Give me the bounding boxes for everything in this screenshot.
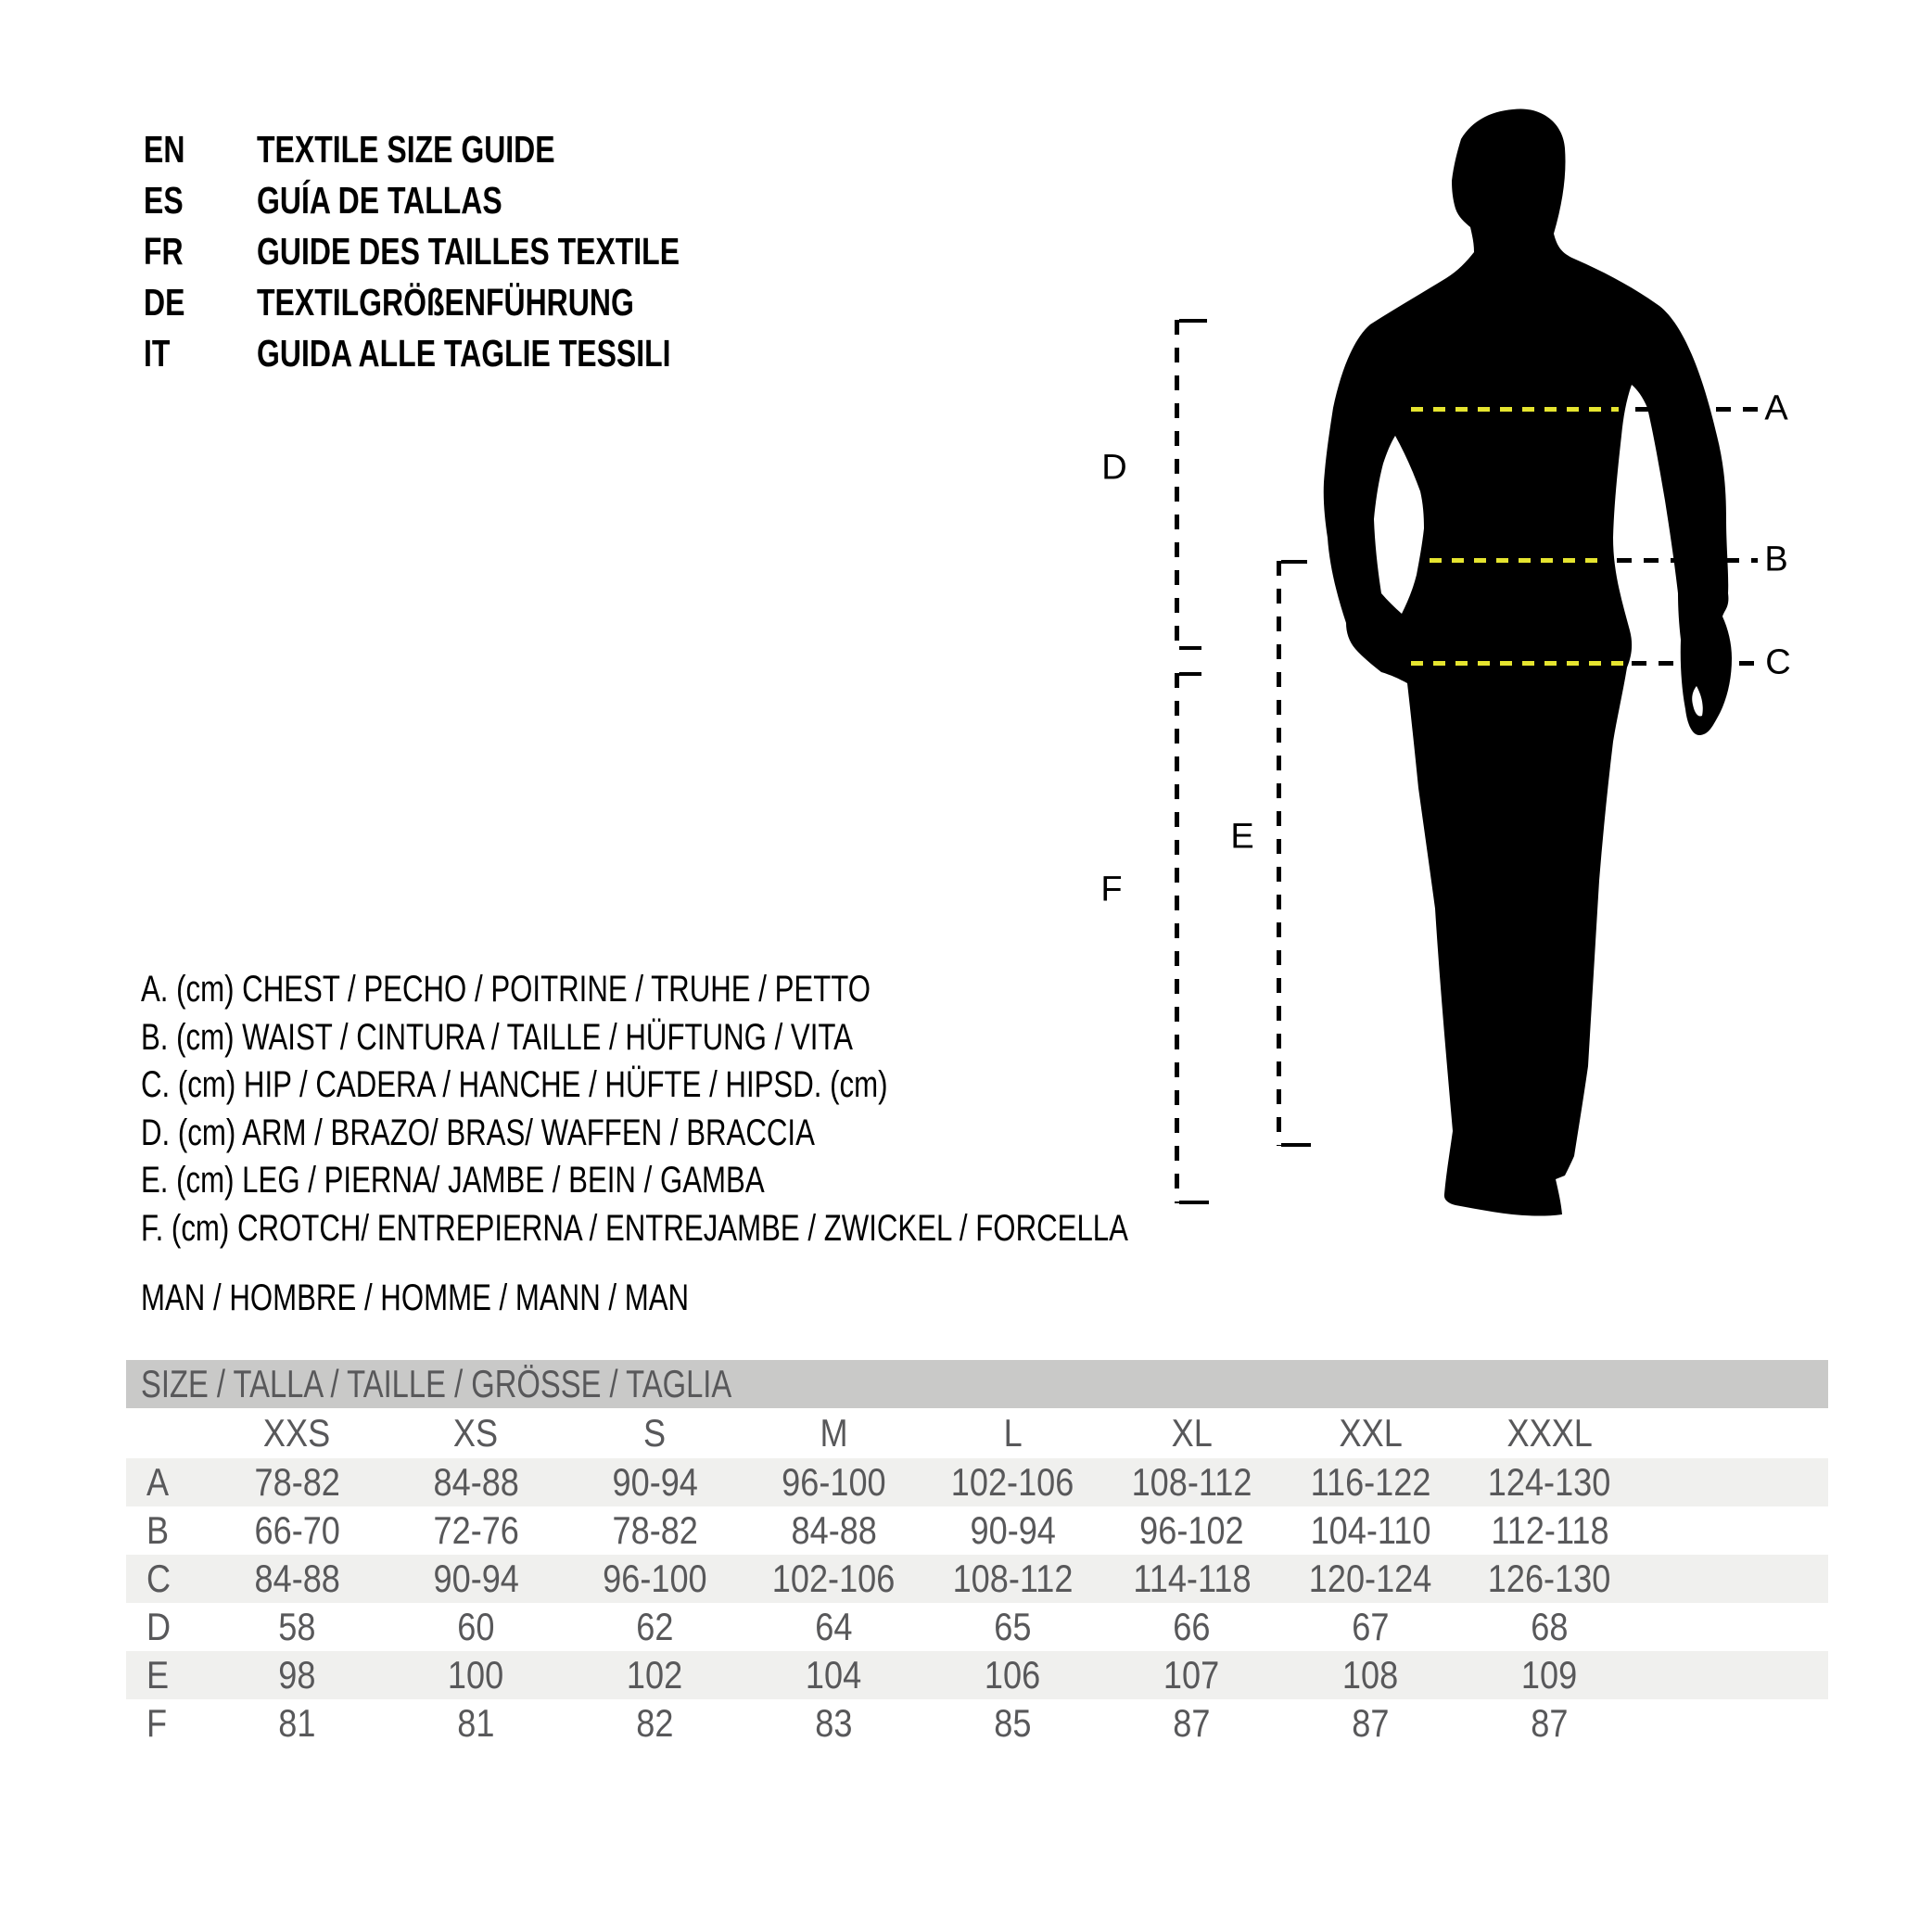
- table-cell: 120-124: [1309, 1557, 1432, 1600]
- table-cell: 107: [1163, 1653, 1220, 1697]
- table-cell: 108-112: [952, 1557, 1074, 1600]
- table-row-sizes: [126, 1408, 1828, 1458]
- table-cell: 96-100: [782, 1460, 886, 1504]
- table-cell: XXXL: [1506, 1411, 1593, 1455]
- crotch-label: F: [1100, 870, 1123, 909]
- guide-title-it: GUIDA ALLE TAGLIE TESSILI: [257, 332, 671, 375]
- guide-title-es: GUÍA DE TALLAS: [257, 179, 502, 222]
- waist-measure-dash: [1430, 558, 1601, 563]
- table-cell: 102-106: [772, 1557, 896, 1600]
- guide-title-en: TEXTILE SIZE GUIDE: [257, 128, 555, 171]
- lang-row-en: [144, 124, 799, 175]
- lang-row-es: [144, 175, 799, 226]
- table-cell: 81: [457, 1701, 495, 1745]
- hip-measure-dash: [1411, 661, 1629, 666]
- table-cell: 87: [1531, 1701, 1569, 1745]
- legend-arm: D. (cm) ARM / BRAZO/ BRAS/ WAFFEN / BRACCIA: [141, 1112, 815, 1153]
- table-cell: 72-76: [433, 1508, 519, 1552]
- row-label: C: [146, 1557, 172, 1600]
- table-cell: 87: [1173, 1701, 1211, 1745]
- table-cell: 83: [815, 1701, 853, 1745]
- lang-code: FR: [144, 230, 184, 273]
- table-cell: 60: [457, 1605, 495, 1648]
- table-cell: 82: [636, 1701, 674, 1745]
- table-cell: 116-122: [1310, 1460, 1431, 1504]
- table-cell: L: [1003, 1411, 1023, 1455]
- table-cell: 81: [278, 1701, 316, 1745]
- row-label: B: [146, 1508, 170, 1552]
- table-cell: 58: [278, 1605, 316, 1648]
- table-cell: 87: [1352, 1701, 1390, 1745]
- lang-code: DE: [144, 281, 185, 324]
- legend-crotch: F. (cm) CROTCH/ ENTREPIERNA / ENTREJAMBE / ZWICKEL / FORCELLA: [141, 1207, 1128, 1249]
- leg-label: E: [1230, 817, 1254, 857]
- lang-row-de: [144, 277, 799, 328]
- table-cell: 84-88: [254, 1557, 340, 1600]
- table-cell: 114-118: [1132, 1557, 1252, 1600]
- table-cell: 84-88: [433, 1460, 519, 1504]
- table-row-C: [126, 1555, 1828, 1603]
- table-cell: 68: [1531, 1605, 1569, 1648]
- table-cell: 109: [1521, 1653, 1578, 1697]
- table-cell: 78-82: [254, 1460, 340, 1504]
- lang-code: EN: [144, 128, 185, 171]
- table-cell: 90-94: [970, 1508, 1056, 1552]
- table-row-B: [126, 1506, 1828, 1555]
- table-cell: 102: [627, 1653, 683, 1697]
- hip-label: C: [1765, 642, 1791, 682]
- leg-measure-tick-top: [1281, 560, 1307, 564]
- table-row-A: [126, 1458, 1828, 1506]
- table-cell: 85: [994, 1701, 1032, 1745]
- table-cell: 124-130: [1488, 1460, 1611, 1504]
- table-cell: 78-82: [612, 1508, 698, 1552]
- table-cell: 90-94: [612, 1460, 698, 1504]
- arm-measure-tick-bottom: [1179, 646, 1201, 650]
- guide-title-de: TEXTILGRÖßENFÜHRUNG: [257, 281, 634, 324]
- table-cell: 62: [636, 1605, 674, 1648]
- lang-code: ES: [144, 179, 184, 222]
- table-cell: XXS: [263, 1411, 331, 1455]
- table-cell: 126-130: [1488, 1557, 1611, 1600]
- row-label: D: [146, 1605, 172, 1648]
- table-cell: 90-94: [433, 1557, 519, 1600]
- size-table-title: SIZE / TALLA / TAILLE / GRÖSSE / TAGLIA: [141, 1362, 732, 1405]
- category-text: MAN / HOMBRE / HOMME / MANN / MAN: [141, 1277, 690, 1318]
- table-row-D: [126, 1603, 1828, 1651]
- chest-measure-dash: [1411, 407, 1619, 412]
- lang-code: IT: [144, 332, 171, 375]
- arm-measure-line: [1175, 320, 1179, 649]
- table-cell: 108: [1342, 1653, 1399, 1697]
- table-cell: XS: [453, 1411, 499, 1455]
- legend-waist: B. (cm) WAIST / CINTURA / TAILLE / HÜFTUNG / VITA: [141, 1016, 853, 1058]
- table-cell: 100: [448, 1653, 504, 1697]
- category-line: [141, 1274, 844, 1322]
- lang-row-it: [144, 328, 799, 379]
- lang-row-fr: [144, 226, 799, 277]
- legend-hip: C. (cm) HIP / CADERA / HANCHE / HÜFTE / HIPSD. (cm): [141, 1064, 888, 1105]
- table-row-E: [126, 1651, 1828, 1699]
- table-cell: 66-70: [254, 1508, 340, 1552]
- table-cell: S: [643, 1411, 667, 1455]
- arm-measure-tick-top: [1179, 319, 1207, 323]
- measure-legend: [141, 966, 1406, 1252]
- table-cell: 66: [1173, 1605, 1211, 1648]
- table-cell: 98: [278, 1653, 316, 1697]
- size-table-title-bar: [126, 1360, 1828, 1408]
- crotch-measure-tick-top: [1179, 672, 1201, 676]
- table-cell: 108-112: [1131, 1460, 1252, 1504]
- table-cell: 104-110: [1310, 1508, 1431, 1552]
- table-cell: 104: [806, 1653, 862, 1697]
- table-cell: XXL: [1339, 1411, 1403, 1455]
- table-cell: 112-118: [1490, 1508, 1609, 1552]
- table-cell: 102-106: [951, 1460, 1074, 1504]
- size-table: [126, 1360, 1828, 1748]
- table-row-F: [126, 1699, 1828, 1748]
- table-cell: 67: [1352, 1605, 1390, 1648]
- row-label: A: [146, 1460, 170, 1504]
- arm-label: D: [1101, 448, 1127, 488]
- row-label: F: [146, 1701, 168, 1745]
- language-header: [144, 124, 799, 379]
- row-label: E: [146, 1653, 170, 1697]
- table-cell: M: [820, 1411, 848, 1455]
- table-cell: 65: [994, 1605, 1032, 1648]
- legend-chest: A. (cm) CHEST / PECHO / POITRINE / TRUHE / PETTO: [141, 969, 871, 1010]
- size-table-rows: [126, 1408, 1828, 1748]
- legend-leg: E. (cm) LEG / PIERNA/ JAMBE / BEIN / GAMBA: [141, 1160, 765, 1201]
- waist-label: B: [1764, 540, 1788, 579]
- table-cell: 96-100: [603, 1557, 707, 1600]
- table-cell: 84-88: [791, 1508, 877, 1552]
- chest-label: A: [1764, 388, 1788, 428]
- table-cell: 64: [815, 1605, 853, 1648]
- table-cell: 106: [985, 1653, 1041, 1697]
- table-cell: XL: [1171, 1411, 1213, 1455]
- table-cell: 96-102: [1139, 1508, 1244, 1552]
- guide-title-fr: GUIDE DES TAILLES TEXTILE: [257, 230, 680, 273]
